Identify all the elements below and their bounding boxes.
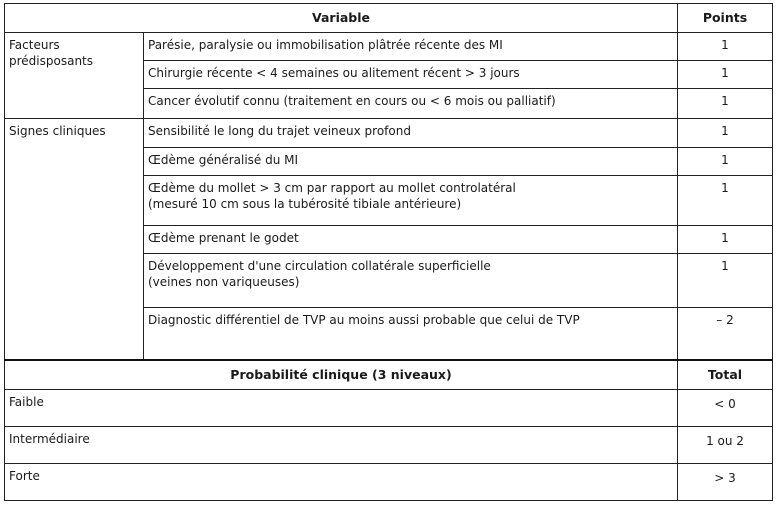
level-total: 1 ou 2	[678, 426, 773, 463]
points-cell: 1	[678, 176, 773, 226]
table-row	[5, 119, 773, 148]
probability-level-row	[5, 426, 773, 463]
category-cell-predisposing-factors: Facteurs prédisposants	[5, 33, 144, 119]
table-row	[5, 33, 773, 61]
points-cell: 1	[678, 61, 773, 89]
variable-column-header: Variable	[5, 4, 678, 33]
points-column-header: Points	[678, 4, 773, 33]
category-cell-clinical-signs: Signes cliniques	[5, 119, 144, 360]
points-cell: – 2	[678, 308, 773, 360]
level-label: Intermédiaire	[5, 426, 678, 463]
variable-cell: Œdème du mollet > 3 cm par rapport au mollet controlatéral (mesuré 10 cm sous la tubérosité tibiale antérieure)	[144, 176, 678, 226]
level-label: Faible	[5, 389, 678, 426]
probability-header-row	[5, 360, 773, 390]
probability-title: Probabilité clinique (3 niveaux)	[5, 360, 678, 390]
variable-cell: Cancer évolutif connu (traitement en cours ou < 6 mois ou palliatif)	[144, 89, 678, 119]
variable-cell: Développement d'une circulation collatérale superficielle (veines non variqueuses)	[144, 254, 678, 308]
variable-cell: Diagnostic différentiel de TVP au moins aussi probable que celui de TVP	[144, 308, 678, 360]
variable-cell: Chirurgie récente < 4 semaines ou alitement récent > 3 jours	[144, 61, 678, 89]
table-header-row	[5, 4, 773, 33]
points-cell: 1	[678, 226, 773, 254]
level-total: < 0	[678, 389, 773, 426]
total-column-header: Total	[678, 360, 773, 390]
level-label: Forte	[5, 463, 678, 500]
points-cell: 1	[678, 89, 773, 119]
points-cell: 1	[678, 254, 773, 308]
probability-level-row	[5, 463, 773, 500]
variable-cell: Sensibilité le long du trajet veineux profond	[144, 119, 678, 148]
variable-cell: Parésie, paralysie ou immobilisation plâtrée récente des MI	[144, 33, 678, 61]
wells-score-table	[4, 3, 773, 501]
points-cell: 1	[678, 119, 773, 148]
variable-cell: Œdème généralisé du MI	[144, 148, 678, 176]
points-cell: 1	[678, 148, 773, 176]
probability-level-row	[5, 389, 773, 426]
level-total: > 3	[678, 463, 773, 500]
variable-cell: Œdème prenant le godet	[144, 226, 678, 254]
points-cell: 1	[678, 33, 773, 61]
